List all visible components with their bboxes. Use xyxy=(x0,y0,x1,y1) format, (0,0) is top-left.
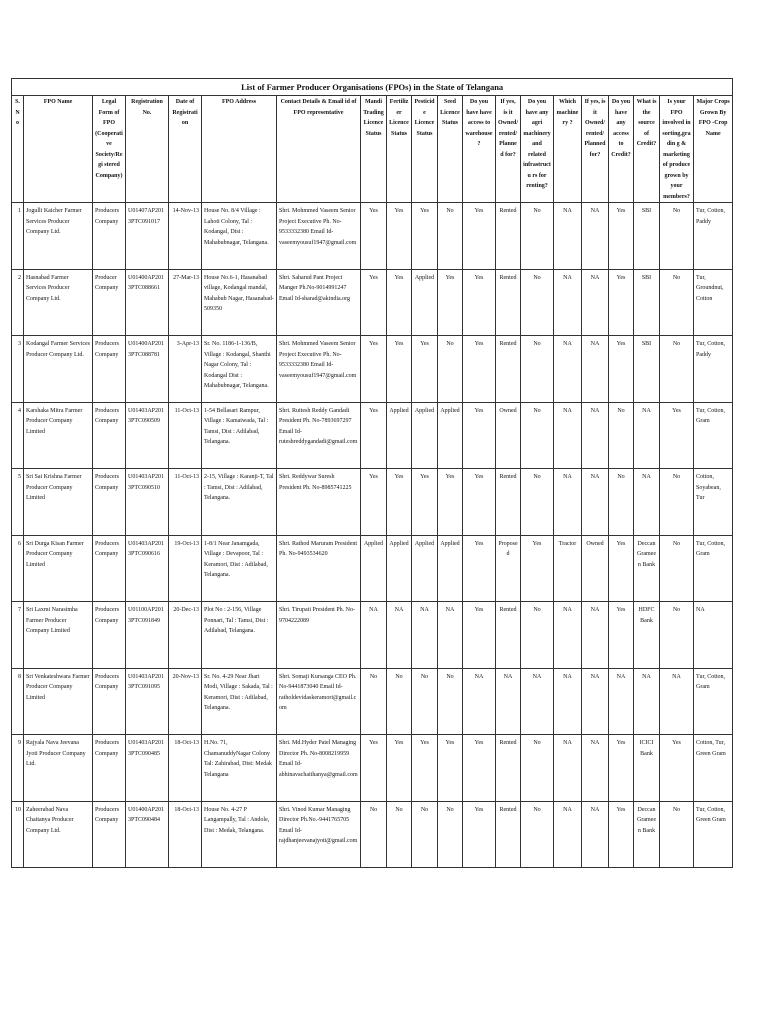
table-cell: Applied xyxy=(361,535,387,602)
table-cell: Producers Company xyxy=(93,336,126,403)
table-cell: Shri. Saharud Pant Project Manger Ph.No-9014991247 Email Id-sharad@akindia.org xyxy=(277,269,361,336)
table-row xyxy=(12,602,733,669)
table-cell: Yes xyxy=(609,735,634,802)
table-cell: 11-Oct-13 xyxy=(169,402,202,469)
table-cell: NA xyxy=(582,469,609,536)
table-cell: No xyxy=(521,402,554,469)
table-cell: 10 xyxy=(12,801,24,868)
table-cell: Yes xyxy=(361,402,387,469)
table-cell: HDFC Bank xyxy=(634,602,660,669)
table-cell: Shri. Md.Hyder Patel Managing Director Ph. No-8008219959 Email Id-abhinavachaithanya@gmail.com xyxy=(277,735,361,802)
table-cell: SBI xyxy=(634,203,660,270)
table-cell: NA xyxy=(660,668,694,735)
table-cell: No xyxy=(438,336,463,403)
table-cell: 1-54 Bellasari Rampur, Village : Kamaiwada, Tal : Tamsi, Dist : Adilabad, Telangana. xyxy=(202,402,277,469)
table-cell: Yes xyxy=(412,203,438,270)
table-cell: No xyxy=(660,336,694,403)
table-cell: Jogulli Kaicher Farmer Services Producer Company Ltd. xyxy=(24,203,93,270)
table-cell: Tur, Cotton, Gram xyxy=(694,668,733,735)
table-cell: Yes xyxy=(463,336,496,403)
table-cell: No xyxy=(609,402,634,469)
table-cell: Yes xyxy=(387,336,412,403)
table-cell: Applied xyxy=(438,535,463,602)
table-cell: Yes xyxy=(387,203,412,270)
table-cell: Rented xyxy=(496,469,521,536)
table-cell: NA xyxy=(554,269,582,336)
table-cell: Yes xyxy=(438,469,463,536)
table-cell: Applied xyxy=(412,269,438,336)
table-cell: No xyxy=(521,735,554,802)
table-cell: No xyxy=(609,469,634,536)
table-row xyxy=(12,402,733,469)
table-cell: NA xyxy=(412,602,438,669)
table-cell: No xyxy=(660,535,694,602)
table-cell: Producers Company xyxy=(93,602,126,669)
table-cell: Yes xyxy=(609,535,634,602)
table-cell: No xyxy=(412,668,438,735)
table-cell: Owned xyxy=(496,402,521,469)
table-row xyxy=(12,668,733,735)
table-cell: 2 xyxy=(12,269,24,336)
table-cell: NA xyxy=(609,668,634,735)
table-cell: Tur, Cotton, Gram xyxy=(694,402,733,469)
table-row xyxy=(12,735,733,802)
table-cell: No xyxy=(438,203,463,270)
table-cell: ICICI Bank xyxy=(634,735,660,802)
table-cell: No xyxy=(387,801,412,868)
table-cell: Rented xyxy=(496,269,521,336)
table-cell: No xyxy=(521,801,554,868)
table-cell: Yes xyxy=(463,801,496,868)
table-cell: Owned xyxy=(582,535,609,602)
table-cell: U01403AP2013PTC090485 xyxy=(126,735,169,802)
table-cell: U01403AP2013PTC090616 xyxy=(126,535,169,602)
table-cell: No xyxy=(521,269,554,336)
column-header: Mandi Trading Licence Status xyxy=(361,96,387,203)
table-cell: Sri Durga Kisan Farmer Producer Company Limited xyxy=(24,535,93,602)
table-cell: 7 xyxy=(12,602,24,669)
table-cell: Rajyala Nava Jeevana Jyoti Producer Company Ltd. xyxy=(24,735,93,802)
table-cell: NA xyxy=(634,668,660,735)
table-cell: Shri. Somaji Kursanga CEO Ph. No-9441873040 Email Id-ratholdevidaskeramori@gmail.com xyxy=(277,668,361,735)
table-cell: Shri. Vinod Kumar Managing Director Ph.No.-9441765705 Email Id-rajdhanjeevanajyoti@gmail.com xyxy=(277,801,361,868)
table-cell: Shri. Rathod Maruram President Ph. No-9493534620 xyxy=(277,535,361,602)
table-row xyxy=(12,469,733,536)
header-row xyxy=(12,96,733,203)
table-cell: NA xyxy=(582,203,609,270)
table-cell: Deccan Grameen Bank xyxy=(634,801,660,868)
table-cell: Kodangal Farmer Services Producer Company Ltd. xyxy=(24,336,93,403)
table-cell: NA xyxy=(438,602,463,669)
table-cell: 4 xyxy=(12,402,24,469)
table-cell: No xyxy=(361,668,387,735)
table-cell: Producers Company xyxy=(93,469,126,536)
table-cell: 11-Oct-13 xyxy=(169,469,202,536)
table-cell: Deccan Grameen Bank xyxy=(634,535,660,602)
table-cell: 27-Mar-13 xyxy=(169,269,202,336)
table-cell: Yes xyxy=(660,735,694,802)
table-cell: Yes xyxy=(387,469,412,536)
table-cell: Yes xyxy=(412,735,438,802)
table-cell: Sr. No. 1186-1-136/B, Village : Kodangal, Shanthi Nagar Colony, Tal : Kodangal Dist : Mahabubnagar, Telangana. xyxy=(202,336,277,403)
table-cell: Producers Company xyxy=(93,801,126,868)
table-cell: Cotton, Soyabean, Tur xyxy=(694,469,733,536)
table-cell: Karshaka Mitra Farmer Producer Company Limited xyxy=(24,402,93,469)
column-header: Pesticide Licence Status xyxy=(412,96,438,203)
table-cell: Tur, Cotton, Paddy xyxy=(694,203,733,270)
table-cell: Applied xyxy=(412,535,438,602)
table-cell: NA xyxy=(582,735,609,802)
table-cell: Yes xyxy=(609,602,634,669)
table-cell: 3 xyxy=(12,336,24,403)
table-cell: NA xyxy=(554,602,582,669)
table-cell: Yes xyxy=(463,602,496,669)
table-cell: NA xyxy=(554,402,582,469)
table-cell: Yes xyxy=(361,336,387,403)
table-cell: House No.6-1, Hasanabad village, Kodangal mandal, Mahabub Nagar, Hasanabad-509350 xyxy=(202,269,277,336)
column-header: S.N o xyxy=(12,96,24,203)
table-cell: Applied xyxy=(412,402,438,469)
table-cell: U01100AP2013PTC091849 xyxy=(126,602,169,669)
table-cell: Yes xyxy=(387,269,412,336)
table-cell: No xyxy=(438,668,463,735)
column-header: Do you have any access to Credit? xyxy=(609,96,634,203)
table-cell: Sri Laxmi Narasimha Farmer Producer Company Limited xyxy=(24,602,93,669)
table-cell: NA xyxy=(634,469,660,536)
table-cell: House No. 8/4 Village : Lahoti Colony, Tal : Kodangal, Dist : Mahabubnagar, Telangana. xyxy=(202,203,277,270)
table-cell: Yes xyxy=(361,269,387,336)
column-header: If yes, is it Owned/ rented/ Planned for? xyxy=(582,96,609,203)
table-cell: 6 xyxy=(12,535,24,602)
table-cell: U01407AP2013PTC091017 xyxy=(126,203,169,270)
table-cell: H.No. 71, ChamanuddyNagar Colony Tal: Zahirabad, Dist: Medak Telangana xyxy=(202,735,277,802)
column-header: Seed Licence Status xyxy=(438,96,463,203)
table-cell: Yes xyxy=(463,535,496,602)
table-cell: No xyxy=(361,801,387,868)
table-cell: Producers Company xyxy=(93,203,126,270)
table-cell: Yes xyxy=(521,535,554,602)
table-cell: NA xyxy=(634,402,660,469)
table-cell: Producers Company xyxy=(93,402,126,469)
table-cell: Rented xyxy=(496,336,521,403)
table-cell: Proposed xyxy=(496,535,521,602)
table-cell: NA xyxy=(554,668,582,735)
column-header: Do you have have access to warehouse? xyxy=(463,96,496,203)
table-cell: NA xyxy=(361,602,387,669)
table-cell: Rented xyxy=(496,801,521,868)
column-header: Registration No. xyxy=(126,96,169,203)
table-cell: NA xyxy=(582,602,609,669)
table-cell: Yes xyxy=(361,735,387,802)
table-cell: Yes xyxy=(609,269,634,336)
table-cell: Rented xyxy=(496,735,521,802)
fpo-table xyxy=(11,78,733,868)
table-cell: NA xyxy=(554,469,582,536)
table-cell: 18-Oct-13 xyxy=(169,735,202,802)
table-cell: Tur, Cotton, Green Gram xyxy=(694,801,733,868)
table-cell: No xyxy=(521,203,554,270)
table-cell: Yes xyxy=(609,203,634,270)
column-header: Fertilizer Licence Status xyxy=(387,96,412,203)
table-cell: U01403AP2013PTC091095 xyxy=(126,668,169,735)
table-cell: U01403AP2013PTC090509 xyxy=(126,402,169,469)
table-cell: No xyxy=(660,801,694,868)
table-cell: Producers Company xyxy=(93,668,126,735)
table-cell: Producer Company xyxy=(93,269,126,336)
table-cell: Sri Sai Krishna Farmer Producer Company Limited xyxy=(24,469,93,536)
table-cell: Cotton, Tur, Green Gram xyxy=(694,735,733,802)
table-cell: U01400AP2013PTC088781 xyxy=(126,336,169,403)
table-row xyxy=(12,269,733,336)
table-cell: Yes xyxy=(412,336,438,403)
table-row xyxy=(12,203,733,270)
table-cell: House No. 4-27 P Langampally, Tal : Andole, Dist : Medak, Telangana. xyxy=(202,801,277,868)
table-cell: Applied xyxy=(438,402,463,469)
table-cell: U01400AP2013PTC088661 xyxy=(126,269,169,336)
table-cell: 2-15, Village : Karanji-T, Tal : Tamsi, Dist : Adilabad, Telangana. xyxy=(202,469,277,536)
table-cell: 20-Dec-13 xyxy=(169,602,202,669)
table-cell: Tur, Cotton, Paddy xyxy=(694,336,733,403)
table-cell: No xyxy=(660,203,694,270)
table-cell: 9 xyxy=(12,735,24,802)
table-cell: Zaheerabad Nava Chaitanya Producer Company Ltd. xyxy=(24,801,93,868)
table-cell: Rented xyxy=(496,602,521,669)
table-cell: Plot No : 2-156, Village Ponnari, Tal : Tamsi, Dist : Adilabad, Telangana. xyxy=(202,602,277,669)
column-header: Is your FPO involved in sorting,gradin g & marketing of produce grown by your members? xyxy=(660,96,694,203)
table-cell: NA xyxy=(554,336,582,403)
table-cell: NA xyxy=(694,602,733,669)
column-header: If yes, is it Owned/ rented/ Planned for? xyxy=(496,96,521,203)
table-cell: Yes xyxy=(609,801,634,868)
table-cell: Shri. Mohmmed Vaseem Senior Project Executive Ph. No-9533332380 Email Id-vaseemyousuf1947@gmail.com xyxy=(277,203,361,270)
table-cell: Yes xyxy=(463,735,496,802)
table-cell: Sri Venkateshwara Farmer Producer Company Limited xyxy=(24,668,93,735)
table-cell: Shri. Ruitesh Reddy Gandadi President Ph. No-7893697297 Email Id-ruteshreddygandadi@gmail.com xyxy=(277,402,361,469)
table-cell: NA xyxy=(521,668,554,735)
table-cell: U01403AP2013PTC090510 xyxy=(126,469,169,536)
table-cell: Yes xyxy=(438,269,463,336)
column-header: Which machinery ? xyxy=(554,96,582,203)
table-cell: 18-Oct-13 xyxy=(169,801,202,868)
table-cell: No xyxy=(387,668,412,735)
table-cell: 14-Nov-13 xyxy=(169,203,202,270)
table-row xyxy=(12,801,733,868)
table-cell: Shri. Reddywar Suresh President Ph. No-8985741225 xyxy=(277,469,361,536)
table-cell: Yes xyxy=(463,402,496,469)
column-header: Do you have any agri machinery and related infrastructu rs for renting? xyxy=(521,96,554,203)
title-row xyxy=(12,79,733,96)
table-cell: U01400AP2013PTC090484 xyxy=(126,801,169,868)
table-cell: NA xyxy=(582,801,609,868)
fpo-sheet xyxy=(11,78,730,868)
table-cell: Yes xyxy=(463,269,496,336)
table-cell: No xyxy=(521,469,554,536)
table-cell: Producers Company xyxy=(93,535,126,602)
table-row xyxy=(12,535,733,602)
table-cell: NA xyxy=(554,735,582,802)
table-cell: No xyxy=(660,602,694,669)
table-cell: SBI xyxy=(634,336,660,403)
table-cell: Tractor xyxy=(554,535,582,602)
table-row xyxy=(12,336,733,403)
table-cell: No xyxy=(438,801,463,868)
table-cell: 20-Nov-13 xyxy=(169,668,202,735)
table-cell: Yes xyxy=(361,203,387,270)
table-cell: NA xyxy=(582,269,609,336)
table-cell: NA xyxy=(496,668,521,735)
column-header: FPO Name xyxy=(24,96,93,203)
table-cell: Shri. Mohmmed Vaseem Senior Project Executive Ph. No-9533332380 Email Id-vaseemyousuf1947@gmail.com xyxy=(277,336,361,403)
column-header: Legal Form of FPO (Cooperative Society/Regi stered Company) xyxy=(93,96,126,203)
table-cell: NA xyxy=(554,801,582,868)
table-cell: Rented xyxy=(496,203,521,270)
table-cell: Yes xyxy=(609,336,634,403)
table-cell: Sr. No. 4-29 Near Jhari Modi, Village : Sakada, Tal : Keramori, Dist : Adilabad, Telangana. xyxy=(202,668,277,735)
table-cell: NA xyxy=(554,203,582,270)
table-cell: NA xyxy=(582,668,609,735)
table-cell: Yes xyxy=(660,402,694,469)
table-cell: No xyxy=(660,469,694,536)
table-cell: 19-Oct-13 xyxy=(169,535,202,602)
column-header: Contact Details & Email id of FPO representative xyxy=(277,96,361,203)
table-title: List of Farmer Producer Organisations (FPOs) in the State of Telangana xyxy=(12,79,733,96)
table-cell: Shri. Tirupati President Ph. No-9704222089 xyxy=(277,602,361,669)
table-cell: No xyxy=(521,336,554,403)
table-cell: Yes xyxy=(463,203,496,270)
table-cell: Producers Company xyxy=(93,735,126,802)
column-header: What is the source of Credit? xyxy=(634,96,660,203)
table-body xyxy=(12,203,733,868)
table-cell: NA xyxy=(387,602,412,669)
table-cell: NA xyxy=(582,402,609,469)
table-cell: No xyxy=(521,602,554,669)
table-cell: NA xyxy=(463,668,496,735)
column-header: FPO Address xyxy=(202,96,277,203)
table-cell: Hasnabad Farmer Services Producer Company Ltd. xyxy=(24,269,93,336)
table-cell: Yes xyxy=(361,469,387,536)
table-cell: Yes xyxy=(438,735,463,802)
table-cell: NA xyxy=(582,336,609,403)
table-cell: Yes xyxy=(463,469,496,536)
column-header: Major Crops Grown By FPO -Crop Name xyxy=(694,96,733,203)
table-cell: 3-Apr-13 xyxy=(169,336,202,403)
table-cell: Yes xyxy=(412,469,438,536)
column-header: Date of Registration xyxy=(169,96,202,203)
table-cell: SBI xyxy=(634,269,660,336)
table-cell: Applied xyxy=(387,535,412,602)
table-cell: Tur, Cotton, Gram xyxy=(694,535,733,602)
table-cell: No xyxy=(412,801,438,868)
table-cell: No xyxy=(660,269,694,336)
table-cell: 5 xyxy=(12,469,24,536)
table-cell: 1-8/1 Near Janamgada, Village : Devapoor, Tal : Keramori, Dist : Adilabad, Telangana. xyxy=(202,535,277,602)
table-cell: Applied xyxy=(387,402,412,469)
table-cell: Tur, Groundnut, Cotton xyxy=(694,269,733,336)
table-cell: 1 xyxy=(12,203,24,270)
table-cell: Yes xyxy=(387,735,412,802)
table-cell: 8 xyxy=(12,668,24,735)
